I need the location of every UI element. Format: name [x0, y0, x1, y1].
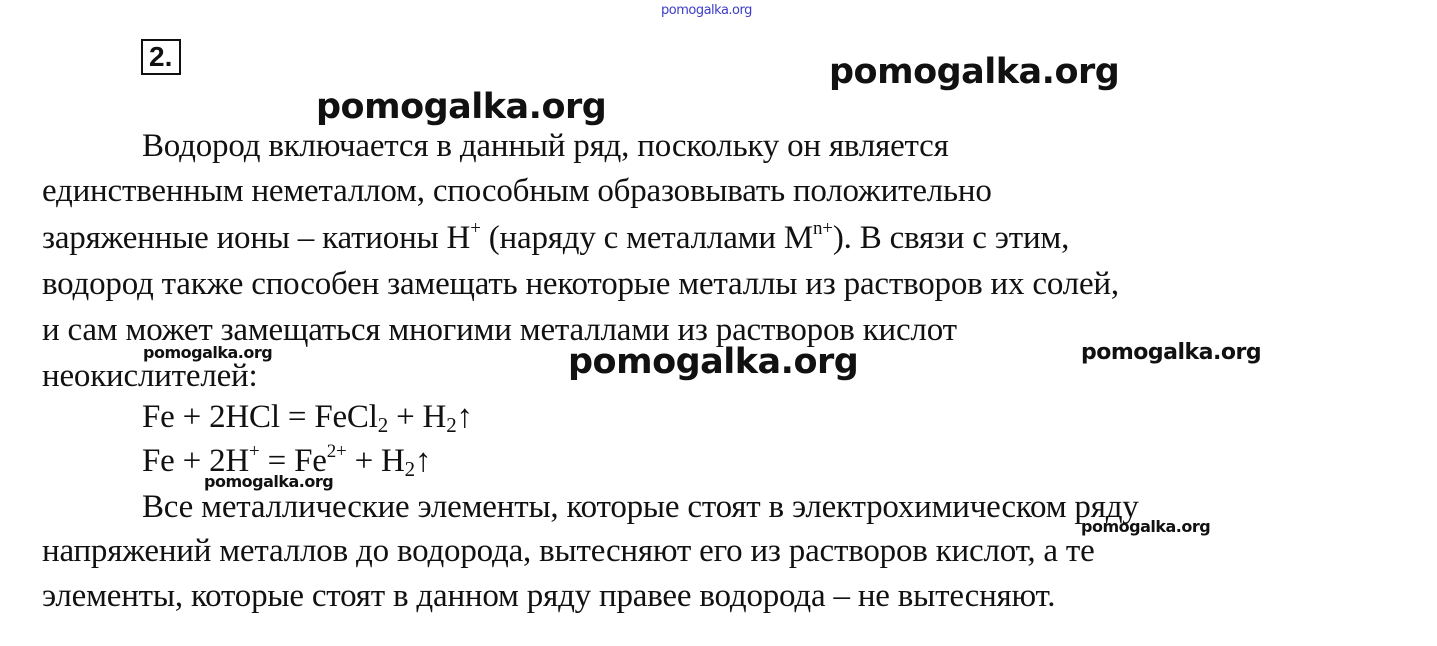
metal-charge: n+ [812, 218, 833, 239]
watermark-right-bottom: pomogalka.org [1081, 517, 1211, 536]
paragraph1-line5: и сам может замещаться многими металлами из растворов кислот [42, 312, 957, 348]
paragraph2-line3: элементы, которые стоят в данном ряду правее водорода – не вытесняют. [42, 578, 1056, 614]
watermark-top: pomogalka.org [661, 3, 752, 18]
watermark-right-mid: pomogalka.org [1081, 340, 1262, 365]
equation-2: $Fe + 2H^+ = Fe^{2+}$ + $H_2↑$ [142, 441, 432, 481]
watermark-right-top: pomogalka.org [829, 52, 1120, 92]
watermark-center: pomogalka.org [568, 342, 859, 382]
paragraph1-line3: заряженные ионы – катионы H+ (наряду с металлами $M^{n+}$). В связи с этим, [42, 218, 1070, 256]
watermark-left-top: pomogalka.org [316, 87, 607, 127]
cation-charge: + [470, 218, 481, 239]
paragraph2-line2: напряжений металлов до водорода, вытесняют его из растворов кислот, а те [42, 533, 1095, 569]
paragraph1-line6: неокислителей: [42, 358, 258, 394]
equation-1: Fe + 2HCl = FeCl$_2$ + $H_2↑$ [142, 399, 473, 437]
paragraph2-line1: Все металлические элементы, которые стоят в электрохимическом ряду [142, 489, 1139, 525]
paragraph1-line2: единственным неметаллом, способным образовывать положительно [42, 173, 992, 209]
task-number: 2. [141, 39, 181, 75]
watermark-left-mid: pomogalka.org [143, 343, 273, 362]
paragraph1-line4: водород также способен замещать некоторые металлы из растворов их солей, [42, 266, 1119, 302]
paragraph1-line1: Водород включается в данный ряд, поскольку он является [142, 128, 949, 164]
watermark-left-bottom: pomogalka.org [204, 472, 334, 491]
